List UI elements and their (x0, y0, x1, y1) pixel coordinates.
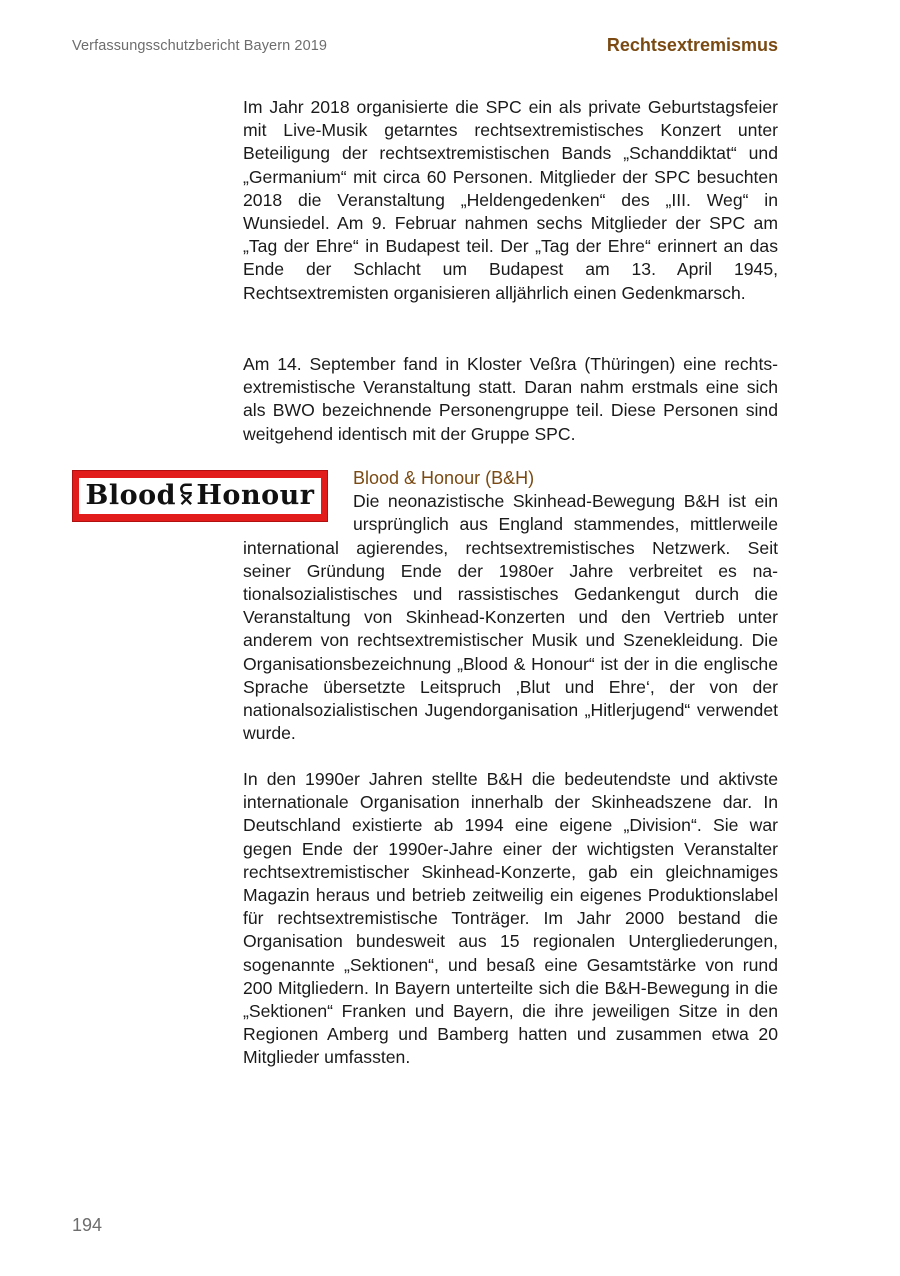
paragraph-kloster-vessra: Am 14. September fand in Kloster Veßra (Thüringen) eine rechtsextremistische Veranstaltung statt. Daran nahm erstmals eine sich als BWO bezeichnende Personengruppe teil. Diese Personen sind weitgehend identisch mit der Gruppe SPC. (243, 354, 778, 444)
rune-icon: ⫁ (180, 480, 193, 512)
blood-honour-logo (72, 470, 328, 522)
running-header-section: Rechtsextremismus (606, 35, 778, 55)
logo-word-honour: Honour (196, 480, 315, 512)
page-number: 194 (72, 1215, 103, 1235)
paragraph-spc-concert: Im Jahr 2018 organisierte die SPC ein als private Geburtstagsfeier mit Live-Musik getarntes rechtsextremistisches Konzert unter Beteiligung der rechtsextremistischen Bands „Schanddiktat“ und „Germanium“ mit circa 60 Personen. Mitglieder der SPC besuchten 2018 die Veranstaltung „Heldengedenken“ des „III. Weg“ in Wunsiedel. Am 9. Februar nahmen sechs Mitglieder der SPC am „Tag der Ehre“ in Budapest teil. Der „Tag der Ehre“ erinnert an das Ende der Schlacht um Budapest am 13. April 1945, Rechtsextremisten organisieren alljährlich einen Gedenkmarsch. (243, 97, 778, 303)
logo-word-blood: Blood (85, 480, 177, 512)
logo-lettering (85, 480, 315, 512)
paragraph-blood-honour-intro: Die neonazistische Skinhead-Bewegung B&H ist ein ursprünglich aus England stammendes, mittlerweile international agierendes, rechtsextremistisches Netzwerk. Seit seiner Gründung Ende der 1980er Jahre verbreitet es nationalsozialistisches und rassistisches Gedankengut durch die Veranstaltung von Skinhead-Konzerten und den Vertrieb unter anderem von rechtsextremistischer Musik und Szenekleidung. Die Organisationsbezeichnung „Blood & Honour“ ist der in die englische Sprache übersetzte Leitspruch ‚Blut und Ehre‘, der von der nationalsozialistischen Jugendorganisation „Hitlerjugend“ verwendet wurde. (243, 491, 778, 744)
logo-banner (79, 478, 321, 514)
section-heading: Blood & Honour (B&H) (353, 468, 535, 488)
blood-honour-section (85, 467, 778, 745)
running-header-title: Verfassungsschutzbericht Bayern 2019 (72, 38, 328, 54)
paragraph-blood-honour-history: In den 1990er Jahren stellte B&H die bedeutendste und aktivste internationale Organisation innerhalb der Skinheadszene dar. In Deutschland existierte ab 1994 eine eigene „Division“. Sie war gegen Ende der 1990er-Jahre einer der wichtigsten Veranstalter rechtsextremistischer Skinhead-Konzerte, gab ein gleichnamiges Magazin heraus und betrieb zeitweilig ein eigenes Produktionslabel für rechtsextremistische Tonträger. Im Jahr 2000 bestand die Organisation bundesweit aus 15 regionalen Untergliederungen, sogenannte „Sektionen“, und besaß eine Gesamtstärke von rund 200 Mitgliedern. In Bayern unterteilte sich die B&H-Bewegung in die „Sektionen“ Franken und Bayern, die ihre jeweiligen Sitze in den Regionen Amberg und Bamberg hatten und zusammen etwa 20 Mitglieder umfassten. (243, 769, 778, 1068)
